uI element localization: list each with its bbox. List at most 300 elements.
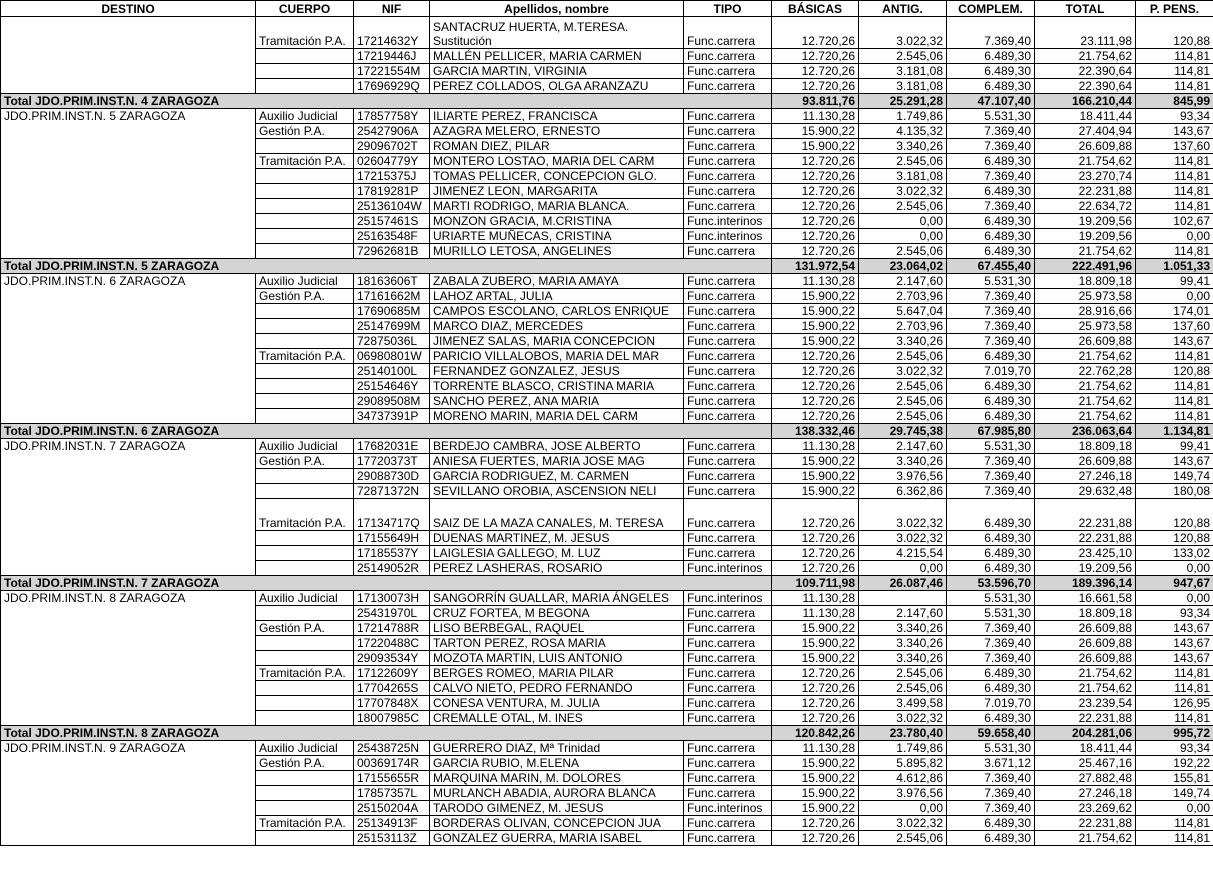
nif-cell: 17220488C <box>354 636 430 651</box>
antig-cell: 1.749,86 <box>859 741 947 756</box>
destino-cell: JDO.PRIM.INST.N. 5 ZARAGOZA <box>1 109 256 259</box>
complem-cell: 7.369,40 <box>947 621 1035 636</box>
basicas-cell: 12.720,26 <box>772 17 859 49</box>
nombre-cell: JIMENEZ LEON, MARGARITA <box>430 184 684 199</box>
tipo-cell: Func.carrera <box>684 606 772 621</box>
antig-cell: 2.545,06 <box>859 394 947 409</box>
table-row <box>1 741 1213 756</box>
total-complem: 53.596,70 <box>947 576 1035 591</box>
total-cell: 23.270,74 <box>1035 169 1136 184</box>
cuerpo-cell <box>256 64 354 79</box>
basicas-cell: 12.720,26 <box>772 79 859 94</box>
cuerpo-cell <box>256 214 354 229</box>
total-cell: 16.661,58 <box>1035 591 1136 606</box>
basicas-cell: 12.720,26 <box>772 49 859 64</box>
pens-cell: 143,67 <box>1136 621 1213 636</box>
cuerpo-cell <box>256 771 354 786</box>
pens-cell: 120,88 <box>1136 499 1213 531</box>
pens-cell: 0,00 <box>1136 561 1213 576</box>
pens-cell: 180,08 <box>1136 484 1213 499</box>
complem-cell: 7.019,70 <box>947 364 1035 379</box>
complem-cell: 7.369,40 <box>947 801 1035 816</box>
total-cell: 26.609,88 <box>1035 334 1136 349</box>
nif-cell: 17720373T <box>354 454 430 469</box>
tipo-cell: Func.carrera <box>684 169 772 184</box>
nif-cell: 17704265S <box>354 681 430 696</box>
nombre-cell: PARICIO VILLALOBOS, MARIA DEL MAR <box>430 349 684 364</box>
nif-cell: 17155649H <box>354 531 430 546</box>
antig-cell: 3.976,56 <box>859 469 947 484</box>
total-cell: 22.231,88 <box>1035 184 1136 199</box>
basicas-cell: 12.720,26 <box>772 169 859 184</box>
nombre-cell: JIMENEZ SALAS, MARIA CONCEPCION <box>430 334 684 349</box>
antig-cell: 4.135,32 <box>859 124 947 139</box>
complem-cell: 6.489,30 <box>947 711 1035 726</box>
basicas-cell: 15.900,22 <box>772 786 859 801</box>
total-row <box>1 726 1213 741</box>
tipo-cell: Func.carrera <box>684 711 772 726</box>
basicas-cell: 11.130,28 <box>772 109 859 124</box>
total-total: 204.281,06 <box>1035 726 1136 741</box>
pens-cell: 102,67 <box>1136 214 1213 229</box>
cuerpo-cell: Gestión P.A. <box>256 124 354 139</box>
nombre-cell: URIARTE MUÑECAS, CRISTINA <box>430 229 684 244</box>
tipo-cell: Func.carrera <box>684 334 772 349</box>
total-basicas: 93.811,76 <box>772 94 859 109</box>
total-label: Total JDO.PRIM.INST.N. 4 ZARAGOZA <box>1 94 772 109</box>
basicas-cell: 12.720,26 <box>772 666 859 681</box>
tipo-cell: Func.carrera <box>684 454 772 469</box>
pens-cell: 174,01 <box>1136 304 1213 319</box>
basicas-cell: 12.720,26 <box>772 561 859 576</box>
basicas-cell: 12.720,26 <box>772 831 859 846</box>
antig-cell: 3.022,32 <box>859 364 947 379</box>
nif-cell: 17122609Y <box>354 666 430 681</box>
basicas-cell: 15.900,22 <box>772 771 859 786</box>
nif-cell: 17857357L <box>354 786 430 801</box>
nombre-cell: ANIESA FUERTES, MARIA JOSE MAG <box>430 454 684 469</box>
total-cell: 21.754,62 <box>1035 49 1136 64</box>
complem-cell: 7.369,40 <box>947 139 1035 154</box>
total-cell: 27.246,18 <box>1035 786 1136 801</box>
pens-cell: 143,67 <box>1136 651 1213 666</box>
total-cell: 18.411,44 <box>1035 109 1136 124</box>
total-cell: 22.390,64 <box>1035 79 1136 94</box>
total-total: 236.063,64 <box>1035 424 1136 439</box>
table-row <box>1 274 1213 289</box>
table-row <box>1 109 1213 124</box>
basicas-cell: 15.900,22 <box>772 319 859 334</box>
total-complem: 67.985,80 <box>947 424 1035 439</box>
total-basicas: 138.332,46 <box>772 424 859 439</box>
total-cell: 27.882,48 <box>1035 771 1136 786</box>
complem-cell: 6.489,30 <box>947 184 1035 199</box>
table-row <box>1 439 1213 454</box>
complem-cell: 3.671,12 <box>947 756 1035 771</box>
nif-cell: 17857758Y <box>354 109 430 124</box>
nif-cell: 72875036L <box>354 334 430 349</box>
nif-cell: 25149052R <box>354 561 430 576</box>
complem-cell: 7.369,40 <box>947 304 1035 319</box>
total-complem: 67.455,40 <box>947 259 1035 274</box>
pens-cell: 114,81 <box>1136 816 1213 831</box>
nombre-cell: MARTI RODRIGO, MARIA BLANCA. <box>430 199 684 214</box>
tipo-cell: Func.carrera <box>684 394 772 409</box>
pens-cell: 0,00 <box>1136 229 1213 244</box>
cuerpo-cell: Gestión P.A. <box>256 756 354 771</box>
antig-cell: 3.022,32 <box>859 499 947 531</box>
pens-cell: 114,81 <box>1136 349 1213 364</box>
basicas-cell: 12.720,26 <box>772 546 859 561</box>
tipo-cell: Func.carrera <box>684 379 772 394</box>
basicas-cell: 15.900,22 <box>772 469 859 484</box>
complem-cell: 6.489,30 <box>947 666 1035 681</box>
antig-cell: 3.022,32 <box>859 184 947 199</box>
tipo-cell: Func.carrera <box>684 499 772 531</box>
total-cell: 21.754,62 <box>1035 666 1136 681</box>
nombre-cell: LISO BERBEGAL, RAQUEL <box>430 621 684 636</box>
total-cell: 25.973,58 <box>1035 289 1136 304</box>
complem-cell: 7.369,40 <box>947 334 1035 349</box>
basicas-cell: 12.720,26 <box>772 64 859 79</box>
basicas-cell: 11.130,28 <box>772 741 859 756</box>
pens-cell: 114,81 <box>1136 409 1213 424</box>
cuerpo-cell <box>256 786 354 801</box>
tipo-cell: Func.carrera <box>684 349 772 364</box>
nif-cell: 17221554M <box>354 64 430 79</box>
nif-cell: 72962681B <box>354 244 430 259</box>
cuerpo-cell: Gestión P.A. <box>256 621 354 636</box>
tipo-cell: Func.carrera <box>684 199 772 214</box>
antig-cell: 2.703,96 <box>859 319 947 334</box>
cuerpo-cell <box>256 244 354 259</box>
antig-cell: 2.545,06 <box>859 199 947 214</box>
cuerpo-cell <box>256 696 354 711</box>
tipo-cell: Func.carrera <box>684 139 772 154</box>
tipo-cell: Func.carrera <box>684 79 772 94</box>
basicas-cell: 12.720,26 <box>772 364 859 379</box>
total-row <box>1 424 1213 439</box>
total-cell: 26.609,88 <box>1035 636 1136 651</box>
basicas-cell: 15.900,22 <box>772 801 859 816</box>
nif-cell: 72871372N <box>354 484 430 499</box>
complem-cell: 6.489,30 <box>947 681 1035 696</box>
tipo-cell: Func.carrera <box>684 771 772 786</box>
complem-cell: 6.489,30 <box>947 394 1035 409</box>
antig-cell: 1.749,86 <box>859 109 947 124</box>
basicas-cell: 12.720,26 <box>772 531 859 546</box>
antig-cell: 5.647,04 <box>859 304 947 319</box>
cuerpo-cell: Tramitación P.A. <box>256 154 354 169</box>
tipo-cell: Func.interinos <box>684 591 772 606</box>
basicas-cell: 12.720,26 <box>772 199 859 214</box>
antig-cell <box>859 591 947 606</box>
antig-cell: 2.545,06 <box>859 666 947 681</box>
total-cell: 21.754,62 <box>1035 409 1136 424</box>
basicas-cell: 12.720,26 <box>772 816 859 831</box>
nombre-cell: PEREZ LASHERAS, ROSARIO <box>430 561 684 576</box>
nombre-cell: BERDEJO CAMBRA, JOSE ALBERTO <box>430 439 684 454</box>
nif-cell: 00369174R <box>354 756 430 771</box>
nif-cell: 17690685M <box>354 304 430 319</box>
antig-cell: 0,00 <box>859 214 947 229</box>
total-cell: 21.754,62 <box>1035 681 1136 696</box>
nombre-cell: LAHOZ ARTAL, JULIA <box>430 289 684 304</box>
total-complem: 59.658,40 <box>947 726 1035 741</box>
header-total: TOTAL <box>1035 1 1136 17</box>
pens-cell: 99,41 <box>1136 274 1213 289</box>
cuerpo-cell <box>256 79 354 94</box>
antig-cell: 3.340,26 <box>859 454 947 469</box>
nif-cell: 34737391P <box>354 409 430 424</box>
pens-cell: 143,67 <box>1136 124 1213 139</box>
nombre-cell: FERNANDEZ GONZALEZ, JESUS <box>430 364 684 379</box>
nif-cell: 25153113Z <box>354 831 430 846</box>
nif-cell: 17214632Y <box>354 17 430 49</box>
basicas-cell: 11.130,28 <box>772 274 859 289</box>
tipo-cell: Func.carrera <box>684 184 772 199</box>
cuerpo-cell: Auxilio Judicial <box>256 741 354 756</box>
nombre-cell: TORRENTE BLASCO, CRISTINA MARIA <box>430 379 684 394</box>
pens-cell: 143,67 <box>1136 636 1213 651</box>
cuerpo-cell <box>256 319 354 334</box>
nombre-cell: TOMAS PELLICER, CONCEPCION GLO. <box>430 169 684 184</box>
antig-cell: 2.545,06 <box>859 349 947 364</box>
nombre-cell: MARCO DIAZ, MERCEDES <box>430 319 684 334</box>
nombre-cell: MOZOTA MARTIN, LUIS ANTONIO <box>430 651 684 666</box>
basicas-cell: 12.720,26 <box>772 696 859 711</box>
cuerpo-cell: Tramitación P.A. <box>256 666 354 681</box>
complem-cell: 7.019,70 <box>947 696 1035 711</box>
basicas-cell: 12.720,26 <box>772 499 859 531</box>
pens-cell: 149,74 <box>1136 786 1213 801</box>
pens-cell: 114,81 <box>1136 79 1213 94</box>
pens-cell: 155,81 <box>1136 771 1213 786</box>
pens-cell: 143,67 <box>1136 454 1213 469</box>
pens-cell: 114,81 <box>1136 64 1213 79</box>
nif-cell: 06980801W <box>354 349 430 364</box>
pens-cell: 114,81 <box>1136 184 1213 199</box>
cuerpo-cell: Gestión P.A. <box>256 454 354 469</box>
pens-cell: 99,41 <box>1136 439 1213 454</box>
cuerpo-cell <box>256 364 354 379</box>
total-pens: 1.134,81 <box>1136 424 1213 439</box>
total-cell: 26.609,88 <box>1035 621 1136 636</box>
cuerpo-cell: Auxilio Judicial <box>256 274 354 289</box>
tipo-cell: Func.interinos <box>684 214 772 229</box>
basicas-cell: 12.720,26 <box>772 681 859 696</box>
total-cell: 25.973,58 <box>1035 319 1136 334</box>
tipo-cell: Func.carrera <box>684 17 772 49</box>
total-cell: 21.754,62 <box>1035 244 1136 259</box>
cuerpo-cell <box>256 334 354 349</box>
complem-cell: 6.489,30 <box>947 349 1035 364</box>
nif-cell: 17819281P <box>354 184 430 199</box>
pens-cell: 0,00 <box>1136 289 1213 304</box>
pens-cell: 137,60 <box>1136 139 1213 154</box>
tipo-cell: Func.carrera <box>684 681 772 696</box>
nif-cell: 17155655R <box>354 771 430 786</box>
total-pens: 947,67 <box>1136 576 1213 591</box>
basicas-cell: 11.130,28 <box>772 606 859 621</box>
total-cell: 22.231,88 <box>1035 816 1136 831</box>
total-cell: 26.609,88 <box>1035 454 1136 469</box>
basicas-cell: 12.720,26 <box>772 184 859 199</box>
antig-cell: 4.612,86 <box>859 771 947 786</box>
total-label: Total JDO.PRIM.INST.N. 7 ZARAGOZA <box>1 576 772 591</box>
nombre-cell: SANGORRÍN GUALLAR, MARIA ÁNGELES <box>430 591 684 606</box>
total-label: Total JDO.PRIM.INST.N. 5 ZARAGOZA <box>1 259 772 274</box>
antig-cell: 2.545,06 <box>859 409 947 424</box>
nif-cell: 29088730D <box>354 469 430 484</box>
pens-cell: 120,88 <box>1136 531 1213 546</box>
nombre-cell: MURILLO LETOSA, ANGELINES <box>430 244 684 259</box>
total-total: 189.396,14 <box>1035 576 1136 591</box>
cuerpo-cell <box>256 681 354 696</box>
nombre-cell: ROMAN DIEZ, PILAR <box>430 139 684 154</box>
header-antig: ANTIG. <box>859 1 947 17</box>
nif-cell: 18007985C <box>354 711 430 726</box>
cuerpo-cell <box>256 801 354 816</box>
pens-cell: 114,81 <box>1136 711 1213 726</box>
pens-cell: 120,88 <box>1136 364 1213 379</box>
nombre-cell: GONZALEZ GUERRA, MARIA ISABEL <box>430 831 684 846</box>
antig-cell: 2.545,06 <box>859 379 947 394</box>
tipo-cell: Func.carrera <box>684 786 772 801</box>
nif-cell: 17161662M <box>354 289 430 304</box>
complem-cell: 7.369,40 <box>947 289 1035 304</box>
total-label: Total JDO.PRIM.INST.N. 6 ZARAGOZA <box>1 424 772 439</box>
nif-cell: 25154646Y <box>354 379 430 394</box>
basicas-cell: 15.900,22 <box>772 289 859 304</box>
basicas-cell: 15.900,22 <box>772 334 859 349</box>
nif-cell: 17682031E <box>354 439 430 454</box>
nif-cell: 29096702T <box>354 139 430 154</box>
cuerpo-cell <box>256 304 354 319</box>
nombre-cell: CRUZ FORTEA, M BEGONA <box>430 606 684 621</box>
tipo-cell: Func.carrera <box>684 756 772 771</box>
cuerpo-cell <box>256 409 354 424</box>
nombre-cell: MARQUINA MARIN, M. DOLORES <box>430 771 684 786</box>
antig-cell: 3.340,26 <box>859 651 947 666</box>
basicas-cell: 15.900,22 <box>772 304 859 319</box>
total-cell: 23.425,10 <box>1035 546 1136 561</box>
cuerpo-cell <box>256 169 354 184</box>
tipo-cell: Func.carrera <box>684 274 772 289</box>
antig-cell: 3.340,26 <box>859 139 947 154</box>
pens-cell: 137,60 <box>1136 319 1213 334</box>
total-antig: 26.087,46 <box>859 576 947 591</box>
complem-cell: 6.489,30 <box>947 409 1035 424</box>
basicas-cell: 12.720,26 <box>772 244 859 259</box>
tipo-cell: Func.interinos <box>684 561 772 576</box>
cuerpo-cell <box>256 49 354 64</box>
total-cell: 21.754,62 <box>1035 379 1136 394</box>
nif-cell: 25147699M <box>354 319 430 334</box>
tipo-cell: Func.carrera <box>684 409 772 424</box>
antig-cell: 3.499,58 <box>859 696 947 711</box>
basicas-cell: 12.720,26 <box>772 409 859 424</box>
nombre-cell: DUENAS MARTINEZ, M. JESUS <box>430 531 684 546</box>
nif-cell: 17185537Y <box>354 546 430 561</box>
antig-cell: 2.545,06 <box>859 831 947 846</box>
antig-cell: 6.362,86 <box>859 484 947 499</box>
complem-cell: 6.489,30 <box>947 831 1035 846</box>
pens-cell: 93,34 <box>1136 109 1213 124</box>
basicas-cell: 15.900,22 <box>772 651 859 666</box>
total-cell: 18.411,44 <box>1035 741 1136 756</box>
total-cell: 22.231,88 <box>1035 531 1136 546</box>
cuerpo-cell: Tramitación P.A. <box>256 17 354 49</box>
header-cuerpo: CUERPO <box>256 1 354 17</box>
tipo-cell: Func.carrera <box>684 469 772 484</box>
basicas-cell: 12.720,26 <box>772 394 859 409</box>
total-cell: 21.754,62 <box>1035 349 1136 364</box>
pens-cell: 126,95 <box>1136 696 1213 711</box>
total-row <box>1 259 1213 274</box>
destino-cell: JDO.PRIM.INST.N. 9 ZARAGOZA <box>1 741 256 846</box>
nif-cell: 02604779Y <box>354 154 430 169</box>
pens-cell: 114,81 <box>1136 199 1213 214</box>
tipo-cell: Func.carrera <box>684 696 772 711</box>
antig-cell: 3.340,26 <box>859 636 947 651</box>
antig-cell: 3.181,08 <box>859 79 947 94</box>
nif-cell: 25427906A <box>354 124 430 139</box>
header-basicas: BÁSICAS <box>772 1 859 17</box>
destino-cell: JDO.PRIM.INST.N. 8 ZARAGOZA <box>1 591 256 726</box>
basicas-cell: 11.130,28 <box>772 439 859 454</box>
tipo-cell: Func.interinos <box>684 229 772 244</box>
complem-cell: 7.369,40 <box>947 319 1035 334</box>
total-cell: 18.809,18 <box>1035 606 1136 621</box>
complem-cell: 6.489,30 <box>947 64 1035 79</box>
nombre-cell: CREMALLE OTAL, M. INES <box>430 711 684 726</box>
antig-cell: 3.022,32 <box>859 17 947 49</box>
antig-cell: 0,00 <box>859 561 947 576</box>
complem-cell: 6.489,30 <box>947 244 1035 259</box>
antig-cell: 2.545,06 <box>859 681 947 696</box>
nombre-text: SAIZ DE LA MAZA CANALES, M. TERESA <box>433 516 664 530</box>
cuerpo-cell <box>256 546 354 561</box>
nif-cell: 25438725N <box>354 741 430 756</box>
basicas-cell: 15.900,22 <box>772 756 859 771</box>
total-complem: 47.107,40 <box>947 94 1035 109</box>
total-row <box>1 94 1213 109</box>
antig-cell: 3.181,08 <box>859 169 947 184</box>
cuerpo-cell <box>256 636 354 651</box>
nombre-cell: CAMPOS ESCOLANO, CARLOS ENRIQUE <box>430 304 684 319</box>
nombre-cell: GARCIA RUBIO, M.ELENA <box>430 756 684 771</box>
nombre-cell: PEREZ COLLADOS, OLGA ARANZAZU <box>430 79 684 94</box>
antig-cell: 4.215,54 <box>859 546 947 561</box>
cuerpo-cell <box>256 199 354 214</box>
cuerpo-cell <box>256 379 354 394</box>
basicas-cell: 15.900,22 <box>772 454 859 469</box>
nombre-cell: GUERRERO DIAZ, Mª Trinidad <box>430 741 684 756</box>
antig-cell: 3.022,32 <box>859 531 947 546</box>
total-antig: 23.064,02 <box>859 259 947 274</box>
nombre-text: SANTACRUZ HUERTA, M.TERESA. Sustitución <box>433 20 629 48</box>
cuerpo-cell <box>256 394 354 409</box>
header-complem: COMPLEM. <box>947 1 1035 17</box>
nombre-cell: CALVO NIETO, PEDRO FERNANDO <box>430 681 684 696</box>
complem-cell: 6.489,30 <box>947 229 1035 244</box>
basicas-cell: 12.720,26 <box>772 229 859 244</box>
pens-cell: 93,34 <box>1136 606 1213 621</box>
total-cell: 19.209,56 <box>1035 229 1136 244</box>
total-antig: 29.745,38 <box>859 424 947 439</box>
nif-cell: 17134717Q <box>354 499 430 531</box>
